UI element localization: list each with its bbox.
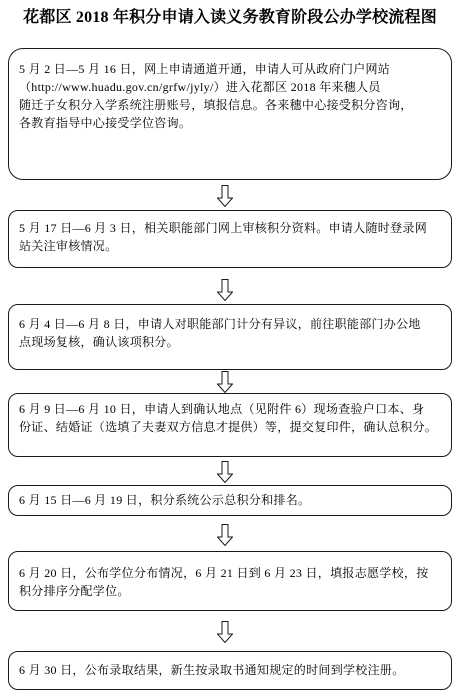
- step-3-text-line-2: 点现场复核，确认该项积分。: [19, 335, 179, 349]
- step-4-text-line-1: 6 月 9 日—6 月 10 日，申请人到确认地点（见附件 6）现场查验户口本、身: [19, 402, 425, 416]
- step-6-text-line-1: 6 月 20 日，公布学位分布情况，6 月 21 日到 6 月 23 日，填报志愿学校，按: [19, 566, 429, 580]
- step-box-4: [8, 393, 452, 457]
- down-arrow-icon: [217, 524, 233, 546]
- step-2-text-line-2: 站关注审核情况。: [19, 239, 118, 253]
- down-arrow-icon: [217, 371, 233, 393]
- step-5-text-line-1: 6 月 15 日—6 月 19 日，积分系统公示总积分和排名。: [19, 493, 311, 507]
- step-box-3: [8, 304, 452, 370]
- step-1-text-line-4: 各教育指导中心接受学位咨询。: [19, 116, 192, 130]
- step-4-text-line-2: 份证、结婚证（选填了夫妻双方信息才提供）等，提交复印件，确认总积分。: [19, 420, 438, 434]
- step-box-7: [8, 651, 452, 690]
- step-7-text-line-1: 6 月 30 日，公布录取结果，新生按录取书通知规定的时间到学校注册。: [19, 663, 405, 677]
- down-arrow-icon: [217, 185, 233, 207]
- step-box-6: [8, 551, 452, 611]
- down-arrow-icon: [217, 621, 233, 643]
- down-arrow-icon: [217, 461, 233, 483]
- step-1-text-line-2: （http://www.huadu.gov.cn/grfw/jyly/）进入花都区 2018 年来穗人员: [19, 80, 381, 94]
- down-arrow-icon: [217, 279, 233, 301]
- step-box-5: [8, 485, 452, 516]
- step-3-text-line-1: 6 月 4 日—6 月 8 日，申请人对职能部门计分有异议，前往职能部门办公地: [19, 317, 421, 331]
- flowchart-title: 花都区 2018 年积分申请入读义务教育阶段公办学校流程图: [23, 9, 437, 26]
- step-box-2: [8, 210, 452, 268]
- step-box-1: [8, 48, 452, 180]
- step-2-text-line-1: 5 月 17 日—6 月 3 日，相关职能部门网上审核积分资料。申请人随时登录网: [19, 221, 428, 235]
- step-1-text-line-1: 5 月 2 日—5 月 16 日，网上申请通道开通，申请人可从政府门户网站: [19, 62, 391, 76]
- step-6-text-line-2: 积分排序分配学位。: [19, 584, 130, 598]
- step-1-text-line-3: 随迁子女积分入学系统注册账号，填报信息。各来穗中心接受积分咨询，: [19, 98, 413, 112]
